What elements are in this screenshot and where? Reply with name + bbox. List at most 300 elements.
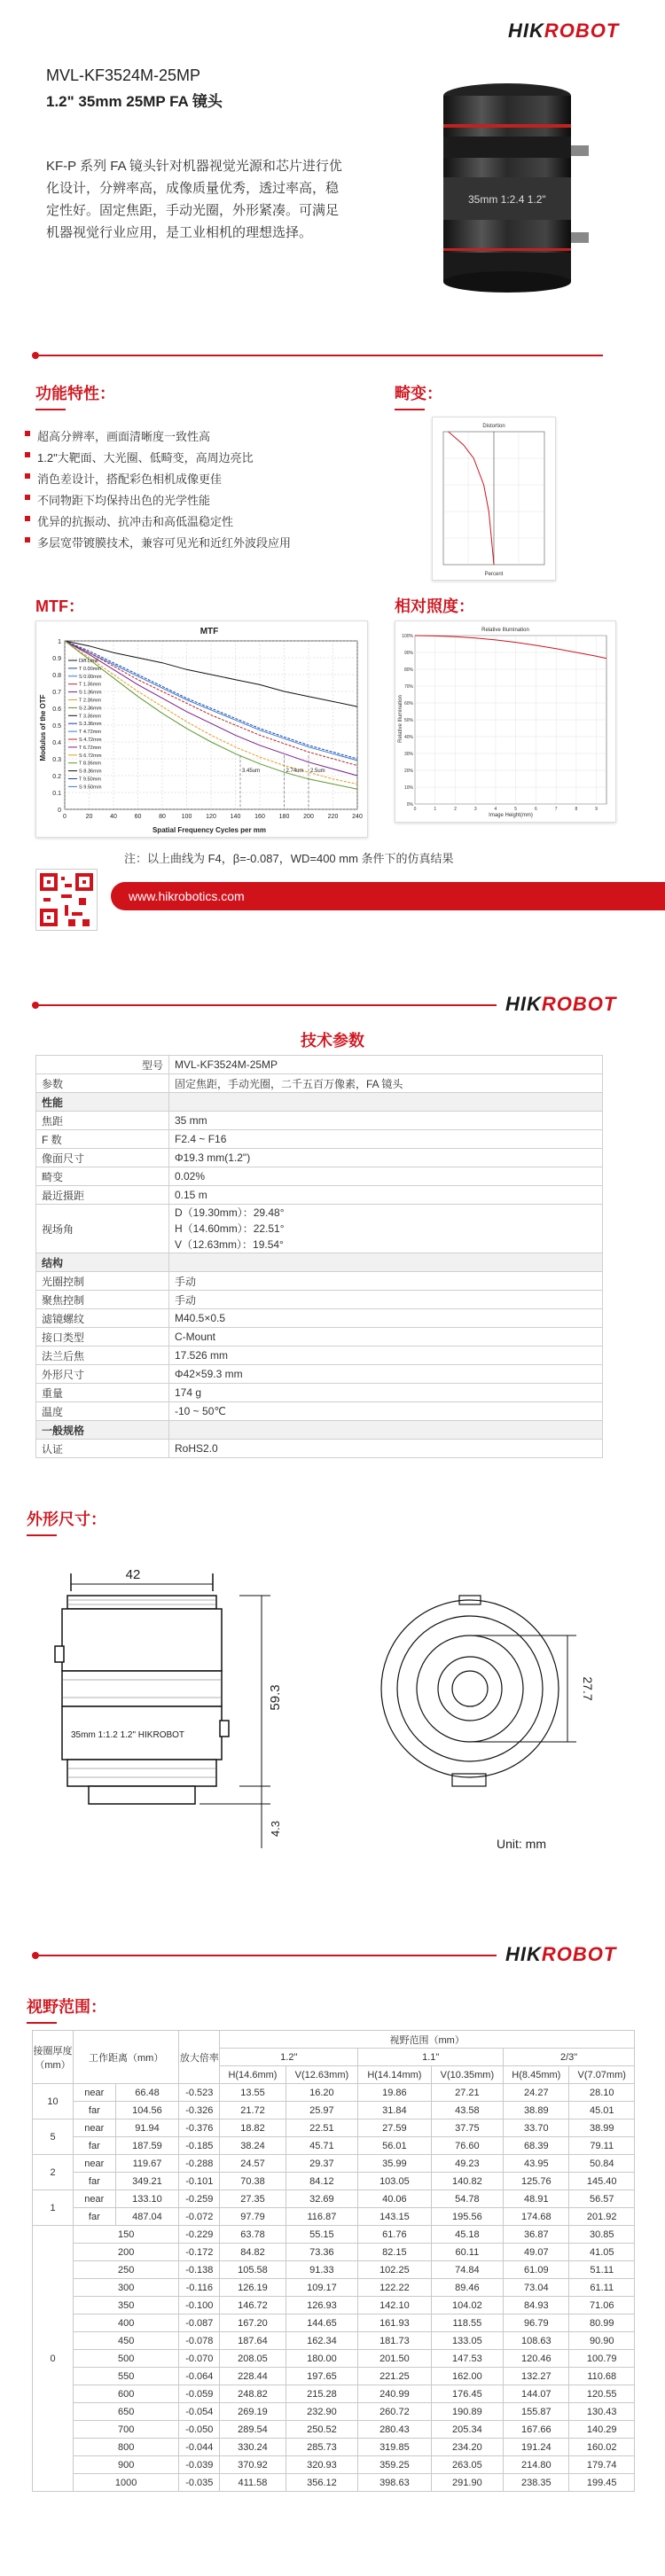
fov-row xyxy=(33,2350,635,2368)
fov-value: 197.65 xyxy=(286,2368,358,2385)
fov-sub: V(7.07mm) xyxy=(569,2066,635,2084)
illum-xtick: 1 xyxy=(434,807,437,812)
fov-value: 359.25 xyxy=(358,2456,431,2474)
fov-value: 143.15 xyxy=(358,2208,431,2226)
mtf-legend-item: T 6.72mm xyxy=(79,745,102,751)
fov-mag: -0.054 xyxy=(179,2403,220,2421)
fov-value: 240.99 xyxy=(358,2385,431,2403)
fov-mag: -0.072 xyxy=(179,2208,220,2226)
fov-value: 187.64 xyxy=(220,2332,286,2350)
fov-value: 56.57 xyxy=(569,2190,635,2208)
fov-thickness: 0 xyxy=(33,2226,74,2492)
fov-value: 167.66 xyxy=(504,2421,569,2439)
fov-value: 269.19 xyxy=(220,2403,286,2421)
brand-logo-fov: HIKROBOT xyxy=(505,1943,617,1965)
fov-value: 56.01 xyxy=(358,2137,431,2155)
mtf-xtick: 60 xyxy=(134,814,142,820)
mtf-legend-item: T 1.36mm xyxy=(79,682,102,688)
fov-value: 205.34 xyxy=(431,2421,504,2439)
fov-wd-label: near xyxy=(74,2084,116,2102)
fov-value: 108.63 xyxy=(504,2332,569,2350)
spec-divider xyxy=(35,1004,497,1006)
fov-row xyxy=(33,2102,635,2119)
illum-xtick: 8 xyxy=(575,807,578,812)
fov-wd-label: near xyxy=(74,2190,116,2208)
spec-row xyxy=(36,1328,603,1347)
mtf-legend-item: T 4.72mm xyxy=(79,730,102,736)
spec-key: 参数 xyxy=(36,1074,169,1093)
fov-size-3: 2/3" xyxy=(504,2049,635,2066)
fov-value: 22.51 xyxy=(286,2119,358,2137)
fov-value: 118.55 xyxy=(431,2314,504,2332)
fov-value: 76.60 xyxy=(431,2137,504,2155)
distortion-title: 畸变： xyxy=(395,381,442,410)
fov-value: 126.93 xyxy=(286,2297,358,2314)
mtf-ytick: 0 xyxy=(58,808,61,814)
fov-value: 24.27 xyxy=(504,2084,569,2102)
mtf-ytick: 0.3 xyxy=(52,757,61,763)
illum-xtick: 3 xyxy=(473,807,477,812)
spec-key: 接口类型 xyxy=(36,1328,169,1347)
fov-row xyxy=(33,2137,635,2155)
fov-value: 73.36 xyxy=(286,2244,358,2261)
mtf-legend-item: S 8.36mm xyxy=(79,769,102,775)
spec-key: 焦距 xyxy=(36,1112,169,1130)
dim-length: 59.3 xyxy=(268,1684,283,1711)
spec-value: 手动 xyxy=(169,1291,603,1309)
fov-value: 130.43 xyxy=(569,2403,635,2421)
lens-drawing xyxy=(408,71,603,310)
spec-row xyxy=(36,1384,603,1402)
product-model: MVL-KF3524M-25MP xyxy=(46,66,201,84)
fov-wd: 1000 xyxy=(74,2474,179,2492)
spec-value: 17.526 mm xyxy=(169,1347,603,1365)
fov-value: 144.07 xyxy=(504,2385,569,2403)
fov-value: 289.54 xyxy=(220,2421,286,2439)
mtf-legend-item: S 3.36mm xyxy=(79,722,102,728)
fov-value: 25.97 xyxy=(286,2102,358,2119)
fov-value: 179.74 xyxy=(569,2456,635,2474)
fov-value: 140.82 xyxy=(431,2173,504,2190)
mtf-legend-item: T 2.36mm xyxy=(79,698,102,704)
product-subtitle: 1.2" 35mm 25MP FA 镜头 xyxy=(46,93,223,110)
distortion-xlabel: Percent xyxy=(484,572,504,577)
fov-value: 37.75 xyxy=(431,2119,504,2137)
mtf-xtick: 120 xyxy=(206,814,216,820)
spec-key: 性能 xyxy=(36,1093,169,1112)
fov-wd: 900 xyxy=(74,2456,179,2474)
fov-row xyxy=(33,2155,635,2173)
fov-value: 109.17 xyxy=(286,2279,358,2297)
fov-mag: -0.259 xyxy=(179,2190,220,2208)
fov-value: 195.56 xyxy=(431,2208,504,2226)
fov-value: 248.82 xyxy=(220,2385,286,2403)
product-description: KF-P 系列 FA 镜头针对机器视觉光源和芯片进行优化设计，分辨率高，成像质量优秀，透过率高，稳定性好。固定焦距，手动光圈，外形紧凑。可满足机器视觉行业应用，是工业相机的理想选择。 xyxy=(46,159,342,240)
illum-ytick: 10% xyxy=(403,785,413,791)
fov-value: 201.92 xyxy=(569,2208,635,2226)
feature-item: 消色差设计，搭配彩色相机成像更佳 xyxy=(37,470,222,487)
fov-value: 45.01 xyxy=(569,2102,635,2119)
mtf-legend-item: S 1.36mm xyxy=(79,690,102,696)
feature-item: 1.2"大靶面、大光圈、低畸变，高周边亮比 xyxy=(37,449,254,465)
spec-row xyxy=(36,1272,603,1291)
mtf-legend-item: T 9.50mm xyxy=(79,777,102,783)
fov-value: 250.52 xyxy=(286,2421,358,2439)
dim-width: 42 xyxy=(125,1567,141,1582)
fov-value: 411.58 xyxy=(220,2474,286,2492)
fov-value: 13.55 xyxy=(220,2084,286,2102)
fov-row xyxy=(33,2421,635,2439)
brand-logo-hik: HIK xyxy=(508,20,544,42)
fov-wd: 600 xyxy=(74,2385,179,2403)
fov-mag: -0.116 xyxy=(179,2279,220,2297)
illum-ytick: 100% xyxy=(402,634,413,639)
fov-value: 29.37 xyxy=(286,2155,358,2173)
mtf-xtick: 240 xyxy=(352,814,363,820)
fov-wd: 450 xyxy=(74,2332,179,2350)
fov-sub: H(14.6mm) xyxy=(220,2066,286,2084)
fov-value: 120.46 xyxy=(504,2350,569,2368)
mtf-xlabel: Spatial Frequency Cycles per mm xyxy=(152,826,267,834)
spec-divider-dot xyxy=(32,1002,39,1009)
fov-row xyxy=(33,2208,635,2226)
fov-value: 161.93 xyxy=(358,2314,431,2332)
fov-row xyxy=(33,2385,635,2403)
illum-ytick: 30% xyxy=(403,752,413,757)
fov-thickness: 5 xyxy=(33,2119,74,2155)
fov-value: 228.44 xyxy=(220,2368,286,2385)
spec-row xyxy=(36,1093,603,1112)
dim-lens-marking: 35mm 1:1.2 1.2" HIKROBOT xyxy=(71,1730,185,1740)
fov-value: 125.76 xyxy=(504,2173,569,2190)
mtf-legend-item: S 4.72mm xyxy=(79,738,102,743)
fov-value: 126.19 xyxy=(220,2279,286,2297)
fov-value: 234.20 xyxy=(431,2439,504,2456)
spec-value: 固定焦距，手动光圈，二千五百万像素，FA 镜头 xyxy=(169,1074,603,1093)
feature-item: 优异的抗振动、抗冲击和高低温稳定性 xyxy=(37,512,233,529)
fov-value: 146.72 xyxy=(220,2297,286,2314)
spec-key: 结构 xyxy=(36,1253,169,1272)
spec-key: 一般规格 xyxy=(36,1421,169,1440)
spec-value xyxy=(169,1205,603,1253)
fov-row xyxy=(33,2084,635,2102)
fov-value: 84.93 xyxy=(504,2297,569,2314)
illum-curve xyxy=(415,636,606,659)
fov-h-wd: 工作距离（mm） xyxy=(74,2031,179,2084)
illum-ytick: 70% xyxy=(403,684,413,690)
fov-size-1: 1.2" xyxy=(220,2049,358,2066)
fov-value: 19.86 xyxy=(358,2084,431,2102)
lens-marking: 35mm 1:2.4 1.2" xyxy=(468,193,546,206)
spec-row xyxy=(36,1056,603,1074)
feature-item: 不同物距下均保持出色的光学性能 xyxy=(37,491,210,508)
mtf-ytick: 0.1 xyxy=(52,791,61,797)
illum-xtick: 7 xyxy=(554,807,558,812)
fov-value: 27.59 xyxy=(358,2119,431,2137)
mtf-legend-item: S 6.72mm xyxy=(79,753,102,759)
qr-code xyxy=(35,869,98,931)
fov-value: 201.50 xyxy=(358,2350,431,2368)
fov-value: 35.99 xyxy=(358,2155,431,2173)
fov-value: 40.06 xyxy=(358,2190,431,2208)
website-url[interactable]: www.hikrobotics.com xyxy=(129,889,245,903)
fov-wd-label: far xyxy=(74,2208,116,2226)
mtf-ytick: 0.9 xyxy=(52,656,61,662)
spec-value: 0.15 m xyxy=(169,1186,603,1205)
fov-value: 43.58 xyxy=(431,2102,504,2119)
fov-row xyxy=(33,2244,635,2261)
fov-value: 147.53 xyxy=(431,2350,504,2368)
spec-row xyxy=(36,1253,603,1272)
fov-wd: 300 xyxy=(74,2279,179,2297)
fov-value: 55.15 xyxy=(286,2226,358,2244)
fov-value: 48.91 xyxy=(504,2190,569,2208)
fov-mag: -0.326 xyxy=(179,2102,220,2119)
illum-xtick: 2 xyxy=(454,807,457,812)
spec-value-line: D（19.30mm）：29.48° xyxy=(175,1206,285,1219)
fov-value: 96.79 xyxy=(504,2314,569,2332)
fov-table xyxy=(32,2030,635,2492)
mtf-xtick: 180 xyxy=(278,814,290,820)
fov-value: 60.11 xyxy=(431,2244,504,2261)
fov-value: 232.90 xyxy=(286,2403,358,2421)
fov-value: 181.73 xyxy=(358,2332,431,2350)
fov-value: 30.85 xyxy=(569,2226,635,2244)
fov-value: 105.58 xyxy=(220,2261,286,2279)
fov-value: 208.05 xyxy=(220,2350,286,2368)
fov-thickness: 10 xyxy=(33,2084,74,2119)
mtf-legend-item: T 3.36mm xyxy=(79,714,102,720)
spec-row xyxy=(36,1167,603,1186)
fov-value: 27.35 xyxy=(220,2190,286,2208)
mtf-legend-item: S 0.00mm xyxy=(79,674,102,680)
fov-value: 73.04 xyxy=(504,2279,569,2297)
fov-value: 122.22 xyxy=(358,2279,431,2297)
fov-value: 145.40 xyxy=(569,2173,635,2190)
fov-value: 41.05 xyxy=(569,2244,635,2261)
illum-ylabel: Relative Illumination xyxy=(398,695,403,743)
fov-value: 199.45 xyxy=(569,2474,635,2492)
fov-value: 49.07 xyxy=(504,2244,569,2261)
header-divider-dot xyxy=(32,352,39,359)
fov-wd: 200 xyxy=(74,2244,179,2261)
fov-row xyxy=(33,2368,635,2385)
fov-value: 45.71 xyxy=(286,2137,358,2155)
spec-key: 畸变 xyxy=(36,1167,169,1186)
fov-value: 63.78 xyxy=(220,2226,286,2244)
fov-value: 84.12 xyxy=(286,2173,358,2190)
fov-value: 162.34 xyxy=(286,2332,358,2350)
fov-mag: -0.229 xyxy=(179,2226,220,2244)
fov-value: 38.89 xyxy=(504,2102,569,2119)
fov-wd: 400 xyxy=(74,2314,179,2332)
fov-value: 28.10 xyxy=(569,2084,635,2102)
fov-value: 61.09 xyxy=(504,2261,569,2279)
fov-sub: H(14.14mm) xyxy=(358,2066,431,2084)
fov-value: 285.73 xyxy=(286,2439,358,2456)
fov-mag: -0.035 xyxy=(179,2474,220,2492)
header-divider xyxy=(35,355,603,356)
fov-wd-label: far xyxy=(74,2102,116,2119)
spec-key: 像面尺寸 xyxy=(36,1149,169,1167)
fov-value: 61.11 xyxy=(569,2279,635,2297)
fov-wd-label: far xyxy=(74,2137,116,2155)
fov-row xyxy=(33,2314,635,2332)
spec-row xyxy=(36,1347,603,1365)
illum-xtick: 0 xyxy=(413,807,417,812)
fov-wd: 91.94 xyxy=(115,2119,179,2137)
illum-title: 相对照度： xyxy=(395,594,474,623)
fov-value: 103.05 xyxy=(358,2173,431,2190)
fov-value: 32.69 xyxy=(286,2190,358,2208)
spec-value: -10 ~ 50℃ xyxy=(169,1402,603,1421)
mtf-legend-item: T 8.36mm xyxy=(79,761,102,767)
dim-flange: 4.3 xyxy=(269,1820,282,1838)
fov-value: 54.78 xyxy=(431,2190,504,2208)
fov-row xyxy=(33,2279,635,2297)
mtf-chart xyxy=(35,621,368,838)
fov-value: 61.76 xyxy=(358,2226,431,2244)
fov-mag: -0.078 xyxy=(179,2332,220,2350)
fov-row xyxy=(33,2439,635,2456)
spec-key: 认证 xyxy=(36,1440,169,1458)
fov-wd: 350 xyxy=(74,2297,179,2314)
illum-ytick: 0% xyxy=(406,802,413,808)
fov-value: 21.72 xyxy=(220,2102,286,2119)
fov-wd: 104.56 xyxy=(115,2102,179,2119)
spec-row xyxy=(36,1130,603,1149)
fov-wd: 650 xyxy=(74,2403,179,2421)
fov-row xyxy=(33,2173,635,2190)
fov-value: 140.29 xyxy=(569,2421,635,2439)
fov-sub: V(12.63mm) xyxy=(286,2066,358,2084)
fov-value: 176.45 xyxy=(431,2385,504,2403)
spec-row xyxy=(36,1186,603,1205)
fov-wd: 550 xyxy=(74,2368,179,2385)
fov-value: 190.89 xyxy=(431,2403,504,2421)
fov-value: 263.05 xyxy=(431,2456,504,2474)
mtf-chart-title: MTF xyxy=(200,627,219,636)
fov-mag: -0.172 xyxy=(179,2244,220,2261)
spec-value xyxy=(169,1421,603,1440)
illum-ytick: 20% xyxy=(403,769,413,774)
fov-value: 51.11 xyxy=(569,2261,635,2279)
fov-value: 280.43 xyxy=(358,2421,431,2439)
fov-value: 330.24 xyxy=(220,2439,286,2456)
mtf-ytick: 1 xyxy=(58,639,61,645)
spec-value: F2.4 ~ F16 xyxy=(169,1130,603,1149)
spec-key: 最近摄距 xyxy=(36,1186,169,1205)
mtf-ytick: 0.8 xyxy=(52,673,61,679)
fov-wd: 250 xyxy=(74,2261,179,2279)
spec-row xyxy=(36,1074,603,1093)
spec-value: C-Mount xyxy=(169,1328,603,1347)
fov-sub: V(10.35mm) xyxy=(431,2066,504,2084)
spec-key: 型号 xyxy=(36,1056,169,1074)
fov-row xyxy=(33,2261,635,2279)
fov-mag: -0.138 xyxy=(179,2261,220,2279)
fov-wd-label: far xyxy=(74,2173,116,2190)
fov-wd: 487.04 xyxy=(115,2208,179,2226)
fov-mag: -0.100 xyxy=(179,2297,220,2314)
spec-table xyxy=(35,1055,603,1458)
dim-unit: Unit: mm xyxy=(497,1837,546,1851)
mtf-ytick: 0.7 xyxy=(52,690,61,696)
spec-value: 0.02% xyxy=(169,1167,603,1186)
fov-mag: -0.087 xyxy=(179,2314,220,2332)
fov-mag: -0.044 xyxy=(179,2439,220,2456)
illum-chart xyxy=(395,621,616,823)
website-banner[interactable] xyxy=(111,882,665,910)
fov-value: 116.87 xyxy=(286,2208,358,2226)
fov-value: 31.84 xyxy=(358,2102,431,2119)
fov-value: 43.95 xyxy=(504,2155,569,2173)
fov-value: 18.82 xyxy=(220,2119,286,2137)
spec-key: 光圈控制 xyxy=(36,1272,169,1291)
mtf-ytick: 0.2 xyxy=(52,774,61,780)
spec-row xyxy=(36,1205,603,1253)
fov-wd: 500 xyxy=(74,2350,179,2368)
spec-value: 174 g xyxy=(169,1384,603,1402)
fov-value: 356.12 xyxy=(286,2474,358,2492)
spec-value: 手动 xyxy=(169,1272,603,1291)
illum-chart-title: Relative Illumination xyxy=(481,628,529,633)
fov-value: 291.90 xyxy=(431,2474,504,2492)
feature-item: 超高分辨率，画面清晰度一致性高 xyxy=(37,427,210,444)
fov-row xyxy=(33,2226,635,2244)
illum-xtick: 4 xyxy=(494,807,497,812)
spec-key: 重量 xyxy=(36,1384,169,1402)
fov-value: 38.99 xyxy=(569,2119,635,2137)
fov-mag: -0.070 xyxy=(179,2350,220,2368)
fov-value: 167.20 xyxy=(220,2314,286,2332)
fov-divider xyxy=(35,1955,497,1956)
fov-value: 70.38 xyxy=(220,2173,286,2190)
distortion-curve xyxy=(449,432,494,565)
fov-value: 221.25 xyxy=(358,2368,431,2385)
fov-h-thickness: 接圈厚度（mm） xyxy=(33,2031,74,2084)
brand-logo-robot: ROBOT xyxy=(544,20,620,42)
fov-size-2: 1.1" xyxy=(358,2049,504,2066)
fov-value: 102.25 xyxy=(358,2261,431,2279)
fov-mag: -0.288 xyxy=(179,2155,220,2173)
spec-value: 35 mm xyxy=(169,1112,603,1130)
spec-value: Φ42×59.3 mm xyxy=(169,1365,603,1384)
mtf-xtick: 200 xyxy=(303,814,314,820)
mtf-xtick: 80 xyxy=(159,814,166,820)
mtf-ytick: 0.5 xyxy=(52,723,61,730)
fov-value: 162.00 xyxy=(431,2368,504,2385)
fov-value: 16.20 xyxy=(286,2084,358,2102)
fov-value: 84.82 xyxy=(220,2244,286,2261)
mtf-xtick: 160 xyxy=(254,814,265,820)
illum-xtick: 6 xyxy=(535,807,537,812)
illum-xtick: 5 xyxy=(514,807,518,812)
fov-value: 144.65 xyxy=(286,2314,358,2332)
dim-thread: 27.7 xyxy=(581,1676,595,1701)
distortion-chart-title: Distortion xyxy=(482,424,505,429)
dims-title: 外形尺寸： xyxy=(27,1507,106,1536)
illum-xlabel: Image Height(mm) xyxy=(489,813,533,818)
fov-value: 174.68 xyxy=(504,2208,569,2226)
fov-mag: -0.039 xyxy=(179,2456,220,2474)
fov-row xyxy=(33,2474,635,2492)
spec-row xyxy=(36,1112,603,1130)
fov-mag: -0.050 xyxy=(179,2421,220,2439)
fov-value: 155.87 xyxy=(504,2403,569,2421)
spec-row xyxy=(36,1149,603,1167)
fov-value: 71.06 xyxy=(569,2297,635,2314)
